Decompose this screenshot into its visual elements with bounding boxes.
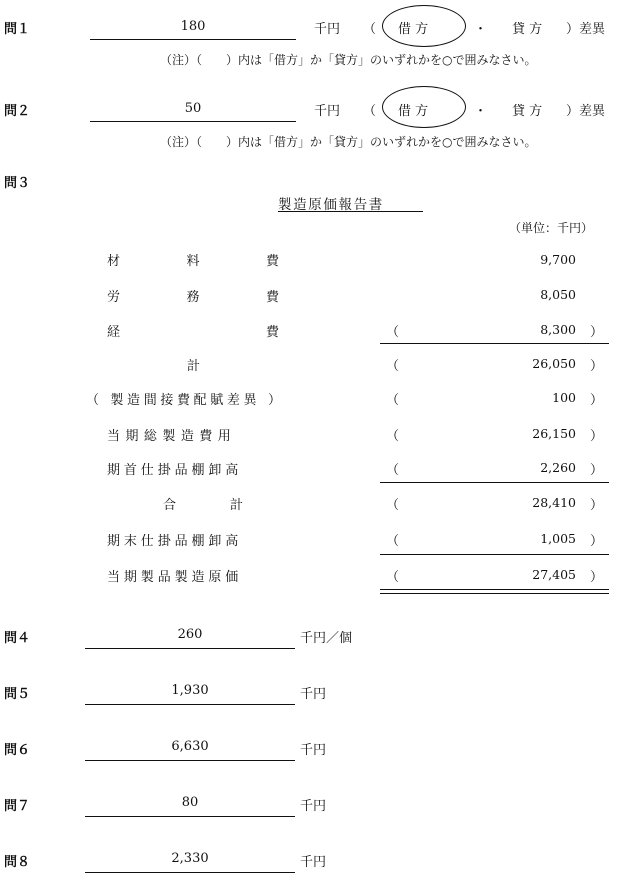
q2-dot: ・	[474, 104, 488, 119]
row-material-char-1: 材	[107, 254, 121, 269]
row-material-value[interactable]: 9,700	[540, 252, 576, 267]
q1-note: （注）（ ）内は「借方」か「貸方」のいずれかを○で囲みなさい。	[160, 53, 537, 67]
row-material-char-2: 料	[186, 254, 200, 269]
q2-unit: 千円	[314, 104, 341, 119]
q2-answer-underline	[90, 121, 296, 122]
q1-answer-underline	[90, 39, 296, 40]
row-material-label	[107, 250, 279, 269]
row-total-mfg-cost-label: 当期総製造費用	[107, 429, 237, 444]
row-subtotal-close-paren: ）	[590, 359, 604, 374]
q7-unit: 千円	[300, 799, 327, 814]
q4-unit: 千円／個	[300, 631, 353, 646]
q4-answer-underline	[85, 648, 295, 649]
q2-choice-debit[interactable]: 借 方	[398, 104, 429, 119]
row-beginning-wip-close-paren: ）	[590, 463, 604, 478]
q6-answer-underline	[85, 760, 295, 761]
row-ending-wip-label: 期末仕掛品棚卸高	[107, 534, 243, 549]
row-grand-total-label	[163, 494, 243, 513]
row-expense-char-2: 費	[265, 325, 279, 340]
q2-choice-credit[interactable]: 貸 方	[512, 104, 543, 119]
row-labor-label	[107, 286, 279, 305]
q8-unit: 千円	[300, 855, 327, 870]
row-expense-close-paren: ）	[590, 325, 604, 340]
unit-note: （単位：千円）	[509, 221, 594, 235]
row-grand-total-open-paren: （	[386, 498, 400, 513]
q5-answer-underline	[85, 704, 295, 705]
row-subtotal-label: 計	[187, 359, 201, 374]
row-expense-value[interactable]: 8,300	[540, 322, 576, 337]
row-subtotal-open-paren: （	[386, 359, 400, 374]
row-cogm-close-paren: ）	[590, 570, 604, 585]
q1-open-paren: （	[363, 22, 377, 37]
q8-answer[interactable]: 2,330	[171, 851, 209, 866]
q3-label: 問３	[4, 176, 31, 191]
q1-selection-circle	[382, 5, 466, 47]
grand-total-rule	[380, 482, 609, 483]
q1-unit: 千円	[314, 22, 341, 37]
report-title: 製造原価報告書	[278, 197, 384, 213]
row-expense-char-1: 経	[107, 325, 121, 340]
row-subtotal-value[interactable]: 26,050	[532, 356, 576, 371]
row-expense-open-paren: （	[386, 325, 400, 340]
row-ending-wip-close-paren: ）	[590, 534, 604, 549]
q1-dot: ・	[474, 22, 488, 37]
row-grand-total-char-1: 合	[163, 498, 177, 513]
q1-choice-debit[interactable]: 借 方	[398, 22, 429, 37]
row-cogm-value[interactable]: 27,405	[532, 567, 576, 582]
q1-answer[interactable]: 180	[180, 19, 206, 34]
row-variance-open-paren: （	[386, 393, 400, 408]
row-variance-value[interactable]: 100	[552, 390, 576, 405]
row-labor-char-2: 務	[186, 290, 200, 305]
q5-answer[interactable]: 1,930	[171, 683, 209, 698]
row-beginning-wip-label: 期首仕掛品棚卸高	[107, 463, 243, 478]
double-rule-top	[380, 589, 609, 590]
q6-answer[interactable]: 6,630	[171, 739, 209, 754]
row-ending-wip-value[interactable]: 1,005	[540, 531, 576, 546]
row-labor-value[interactable]: 8,050	[540, 287, 576, 302]
row-grand-total-value[interactable]: 28,410	[532, 495, 576, 510]
row-beginning-wip-open-paren: （	[386, 463, 400, 478]
q6-unit: 千円	[300, 743, 327, 758]
q2-close-suffix: ）差異	[566, 104, 606, 119]
row-material-char-3: 費	[265, 254, 279, 269]
q1-close-suffix: ）差異	[566, 22, 606, 37]
row-ending-wip-open-paren: （	[386, 534, 400, 549]
row-total-mfg-cost-open-paren: （	[386, 429, 400, 444]
q1-choice-credit[interactable]: 貸 方	[512, 22, 543, 37]
q2-selection-circle	[382, 86, 466, 128]
q5-unit: 千円	[300, 687, 327, 702]
row-variance-close-paren: ）	[590, 393, 604, 408]
q6-label: 問６	[4, 743, 31, 758]
row-total-mfg-cost-value[interactable]: 26,150	[532, 426, 576, 441]
row-total-mfg-cost-close-paren: ）	[590, 429, 604, 444]
q5-label: 問５	[4, 687, 31, 702]
final-rule	[380, 554, 609, 555]
row-labor-char-1: 労	[107, 290, 121, 305]
q7-answer-underline	[85, 816, 295, 817]
row-cogm-open-paren: （	[386, 570, 400, 585]
q8-label: 問８	[4, 855, 31, 870]
row-cogm-label: 当期製品製造原価	[107, 570, 243, 585]
q1-label: 問１	[4, 22, 31, 37]
q2-label: 問２	[4, 104, 31, 119]
row-grand-total-char-2: 計	[229, 498, 243, 513]
double-rule-bottom	[380, 593, 609, 594]
row-variance-label: （ 製造間接費配賦差異 ）	[86, 393, 285, 408]
q2-note: （注）（ ）内は「借方」か「貸方」のいずれかを○で囲みなさい。	[160, 135, 537, 149]
q2-answer[interactable]: 50	[184, 101, 202, 116]
row-expense-label	[107, 321, 279, 340]
q2-open-paren: （	[363, 104, 377, 119]
row-labor-char-3: 費	[265, 290, 279, 305]
row-grand-total-close-paren: ）	[590, 498, 604, 513]
q4-label: 問４	[4, 631, 31, 646]
q8-answer-underline	[85, 872, 295, 873]
q7-answer[interactable]: 80	[181, 795, 199, 810]
subtotal-rule	[380, 343, 609, 344]
row-beginning-wip-value[interactable]: 2,260	[540, 460, 576, 475]
q4-answer[interactable]: 260	[177, 627, 203, 642]
q7-label: 問７	[4, 799, 31, 814]
report-title-underline	[278, 211, 423, 212]
